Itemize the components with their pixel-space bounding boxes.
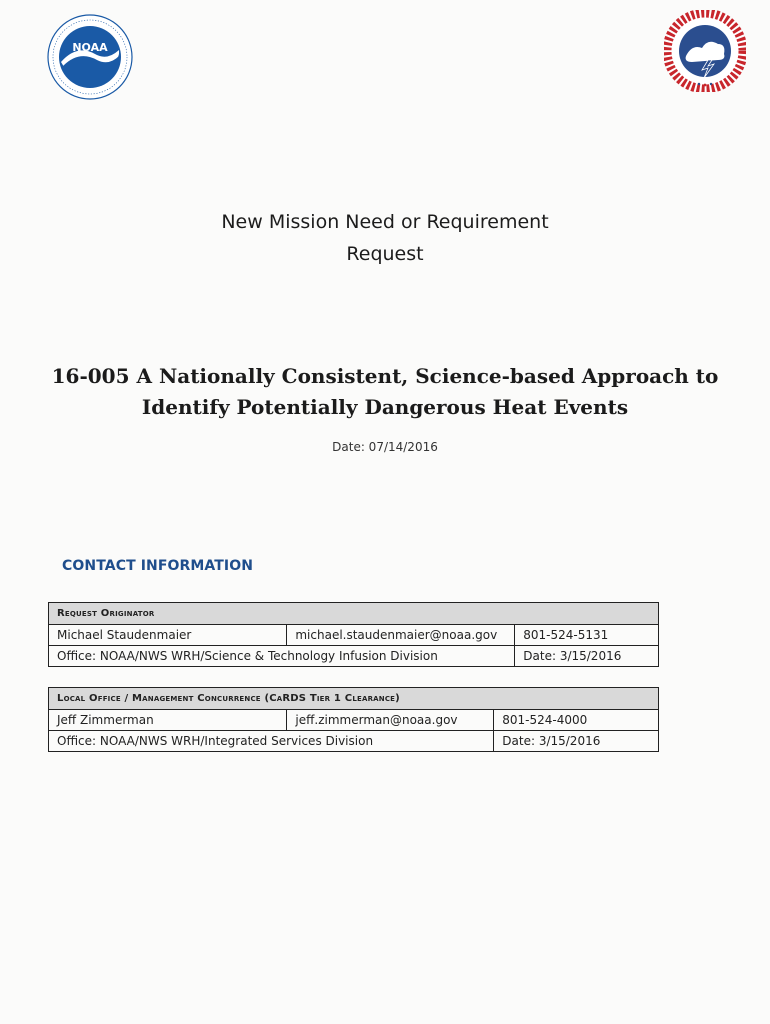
table-row bbox=[49, 625, 659, 646]
concurrence-email: jeff.zimmerman@noaa.gov bbox=[287, 710, 494, 731]
request-originator-table bbox=[48, 602, 659, 667]
document-date: Date: 07/14/2016 bbox=[332, 440, 438, 454]
noaa-wordmark: NOAA bbox=[72, 41, 108, 54]
local-office-concurrence-table bbox=[48, 687, 659, 752]
table-row bbox=[49, 731, 659, 752]
table-row bbox=[49, 646, 659, 667]
originator-phone: 801-524-5131 bbox=[515, 625, 659, 646]
request-originator-header: Request Originator bbox=[49, 603, 659, 625]
concurrence-office: Office: NOAA/NWS WRH/Integrated Services Division bbox=[49, 731, 494, 752]
originator-email: michael.staudenmaier@noaa.gov bbox=[287, 625, 515, 646]
request-title bbox=[0, 361, 770, 423]
local-office-header: Local Office / Management Concurrence (CaRDS Tier 1 Clearance) bbox=[49, 688, 659, 710]
noaa-logo bbox=[47, 14, 133, 100]
table-header-row bbox=[49, 688, 659, 710]
table-row bbox=[49, 710, 659, 731]
concurrence-date: Date: 3/15/2016 bbox=[494, 731, 659, 752]
originator-office: Office: NOAA/NWS WRH/Science & Technology Infusion Division bbox=[49, 646, 515, 667]
title-line-1: New Mission Need or Requirement bbox=[221, 210, 549, 233]
nws-logo bbox=[664, 10, 746, 92]
title-line-2: Request bbox=[346, 242, 424, 265]
originator-date: Date: 3/15/2016 bbox=[515, 646, 659, 667]
table-header-row bbox=[49, 603, 659, 625]
contact-information-heading: CONTACT INFORMATION bbox=[62, 558, 254, 574]
request-title-line-2: Identify Potentially Dangerous Heat Events bbox=[141, 394, 629, 419]
request-title-line-1: 16-005 A Nationally Consistent, Science-based Approach to bbox=[51, 363, 719, 388]
concurrence-name: Jeff Zimmerman bbox=[49, 710, 287, 731]
document-title bbox=[0, 206, 770, 270]
concurrence-phone: 801-524-4000 bbox=[494, 710, 659, 731]
originator-name: Michael Staudenmaier bbox=[49, 625, 287, 646]
